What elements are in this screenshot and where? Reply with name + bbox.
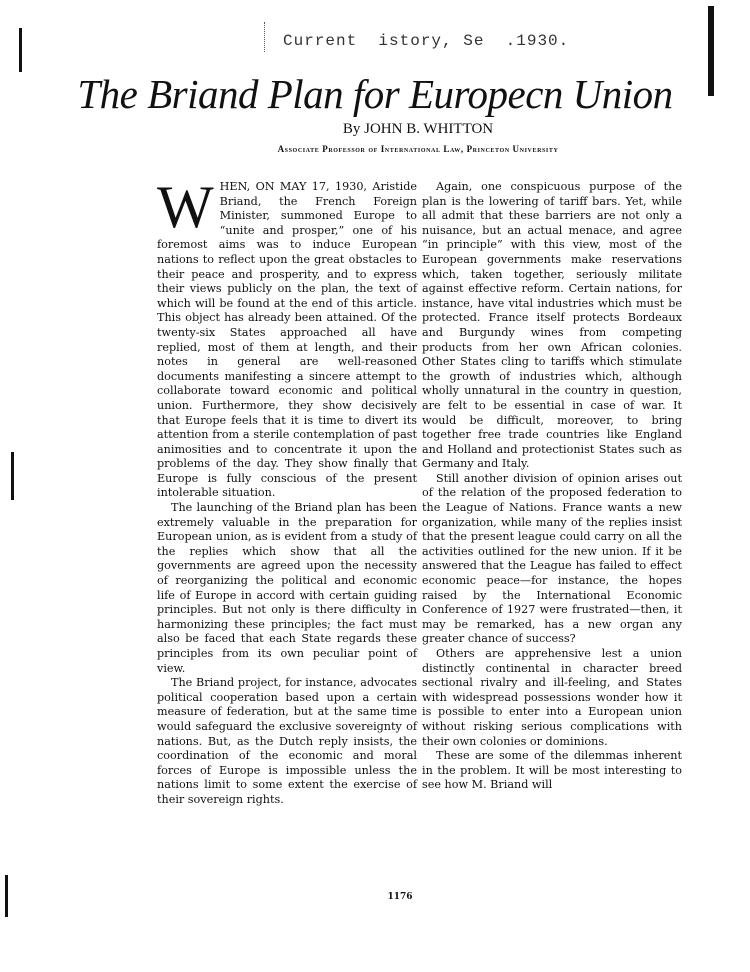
- paragraph-6: Others are apprehensive lest a union distinctly continental in character breed sectional rivalry and ill-feeling, and States with widespread possessions wonder how it is possible to enter into a European union without risking serious complications with their own colonies or dominions.: [422, 647, 682, 748]
- article-column-right: [422, 180, 682, 793]
- paragraph-7: These are some of the dilemmas inherent in the problem. It will be most interesting to see how M. Briand will: [422, 749, 682, 792]
- scan-artifact-left-top: [19, 28, 22, 72]
- library-stamp: Current istory, Se .1930.: [283, 32, 570, 50]
- article-column-left: [157, 174, 417, 808]
- article-title: The Briand Plan for Europecn Union: [77, 71, 673, 117]
- paragraph-2: The launching of the Briand plan has been extremely valuable in the preparation for European union, as is evident from a study of the replies which show that all the governments are agreed upon the necessity of reorganizing the political and economic life of Europe in accord with certain guiding principles. But not only is there difficulty in harmonizing these principles; the fact must also be faced that each State regards these principles from its own peculiar point of view.: [157, 501, 417, 675]
- author-byline: By JOHN B. WHITTON: [342, 121, 494, 137]
- drop-cap: W: [157, 174, 214, 240]
- paragraph-text: Aristide Briand, the French Foreign Minister, summoned Europe to “unite and prosper,” one of his foremost aims was to induce European nations to reflect upon the great obstacles to their peace and prosperity, and to express their views publicly on the plan, the text of which will be found at the end of this article. This object has already been attained. Of the twenty-six States approached all have replied, most of them at length, and their notes in general are well-reasoned documents manifesting a sincere attempt to collaborate toward economic and political union. Furthermore, they show decisively that Europe feels that it is time to divert its attention from a sterile contemplation of past animosities and to concentrate it upon the problems of the day. They show finally that Europe is fully conscious of the present intolerable situation.: [157, 180, 417, 500]
- page-number: 1176: [387, 892, 413, 902]
- paragraph-3: The Briand project, for instance, advocates political cooperation based upon a certain measure of federation, but at the same time would safeguard the exclusive sovereignty of nations. But, as the Dutch reply insists, the coordination of the economic and moral forces of Europe is impossible unless the nations limit to some extent the exercise of their sovereign rights.: [157, 676, 417, 806]
- lead-in-caps: HEN, ON MAY 17, 1930,: [219, 180, 367, 193]
- paragraph-4: Again, one conspicuous purpose of the plan is the lowering of tariff bars. Yet, while all admit that these barriers are not only a nuisance, but an actual menace, and agree “in principle” with this view, most of the European governments make reservations which, taken together, seriously militate against effective reform. Certain nations, for instance, have vital industries which must be protected. France itself protects Bordeaux and Burgundy wines from competing products from her own African colonies. Other States cling to tariffs which stimulate the growth of industries which, although wholly unnatural in the country in question, are felt to be essential in case of war. It would be difficult, moreover, to bring together free trade countries like England and Holland and protectionist States such as Germany and Italy.: [422, 180, 682, 471]
- stamp-border: [264, 22, 266, 52]
- author-affiliation: Associate Professor of International Law, Princeton University: [277, 144, 559, 154]
- scan-artifact-left-mid: [11, 452, 14, 500]
- paragraph-5: Still another division of opinion arises out of the relation of the proposed federation to the League of Nations. France wants a new organization, while many of the replies insist that the present league could carry on all the activities outlined for the new union. If it be answered that the League has failed to effect economic peace—for instance, the hopes raised by the International Economic Conference of 1927 were frustrated—then, it may be remarked, has a new organ any greater chance of success?: [422, 471, 682, 646]
- paragraph-1: [157, 174, 417, 501]
